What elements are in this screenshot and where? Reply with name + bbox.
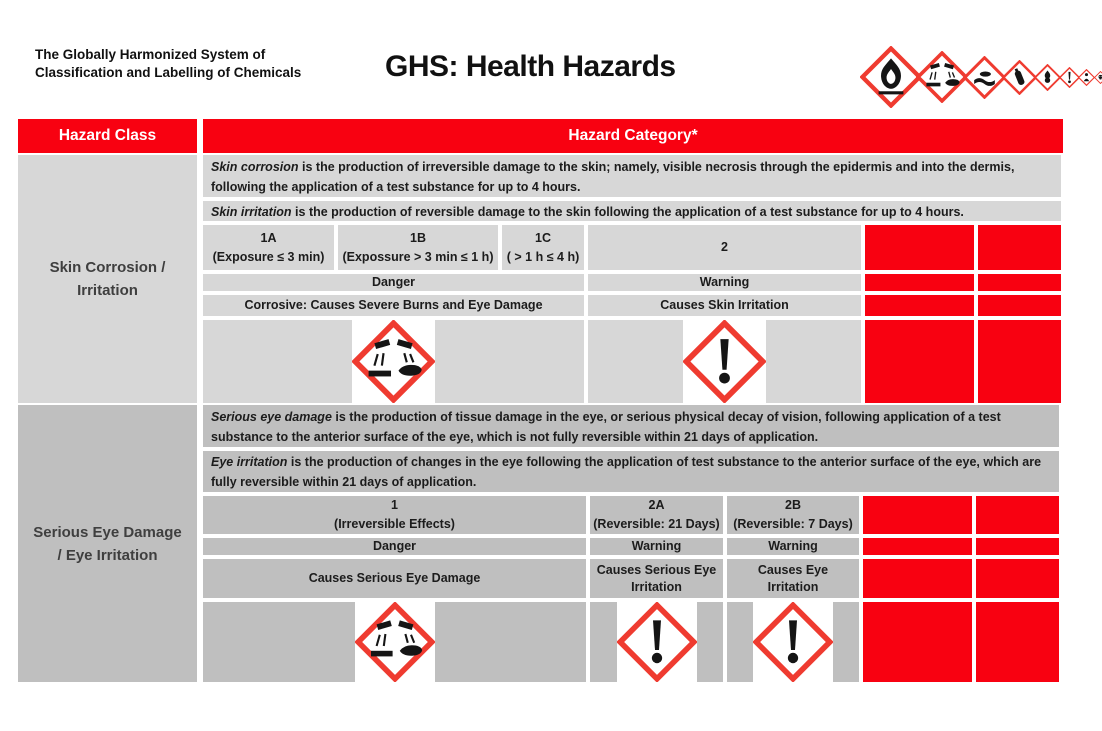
category-1B-cell (338, 225, 498, 270)
hazard-statement-corrosive: Corrosive: Causes Severe Burns and Eye Damage (203, 295, 584, 316)
definition-term: Serious eye damage (211, 409, 332, 424)
signal-word-danger: Danger (203, 538, 586, 555)
environment-icon (963, 56, 1006, 99)
definition-term: Skin irritation (211, 204, 292, 219)
section-eye-damage (18, 405, 1063, 682)
exclamation-mark-pictogram (617, 602, 697, 682)
category-qualifier: (Irreversible Effects) (334, 517, 455, 531)
red-pictogram-cell (863, 602, 972, 682)
category-code: 1 (391, 498, 398, 512)
red-category-cell (865, 225, 974, 270)
hazard-statement-irritation: Causes Skin Irritation (588, 295, 861, 316)
definition-term: Eye irritation (211, 455, 288, 469)
signal-word-warning: Warning (588, 274, 861, 291)
hazard-statement-serious-irritation: Causes Serious Eye Irritation (590, 559, 723, 598)
exclamation-pictogram-cell (588, 320, 861, 403)
red-statement-cell (976, 559, 1059, 598)
definition-skin-corrosion (203, 155, 1061, 197)
hazard-table (18, 119, 1063, 684)
table-header-row (18, 119, 1063, 153)
category-1C-cell (502, 225, 584, 270)
section-skin-corrosion (18, 155, 1063, 403)
category-2B-cell (727, 496, 859, 534)
signal-word-warning: Warning (590, 538, 723, 555)
red-signal-cell (865, 274, 974, 291)
hazard-statement-eye-irritation: Causes Eye Irritation (727, 559, 859, 598)
category-2A-cell (590, 496, 723, 534)
corrosion-pictogram (355, 602, 435, 682)
poster-subtitle (35, 46, 301, 82)
definition-serious-eye-damage (203, 405, 1059, 447)
hazard-class-header: Hazard Class (18, 119, 197, 153)
category-qualifier: (Reversible: 7 Days) (733, 517, 853, 531)
red-category-cell (978, 225, 1061, 270)
oxidizer-icon (1034, 64, 1061, 91)
category-qualifier: (Exposure ≤ 3 min) (212, 249, 325, 264)
category-code: 2B (785, 498, 801, 512)
hazard-statement-serious-damage: Causes Serious Eye Damage (203, 559, 586, 598)
exclamation-mark-pictogram (753, 602, 833, 682)
red-signal-cell (863, 538, 972, 555)
subtitle-line1: The Globally Harmonized System of (35, 47, 266, 62)
health-hazard-icon (1078, 69, 1095, 86)
signal-word-warning: Warning (727, 538, 859, 555)
exclamation-mark-icon (1059, 67, 1080, 88)
page-title: GHS: Health Hazards (385, 50, 676, 83)
corrosion-pictogram-cell (203, 320, 584, 403)
category-code: 1A (260, 230, 277, 245)
definition-text: is the production of reversible damage to the skin following the application of a test substance for up to 4 hours. (291, 204, 964, 219)
red-signal-cell (976, 538, 1059, 555)
corrosion-icon (916, 51, 968, 103)
exclamation-pictogram-cell (590, 602, 723, 682)
skin-section-grid (203, 155, 1061, 403)
subtitle-line2: Classification and Labelling of Chemicals (35, 65, 302, 80)
red-pictogram-cell (978, 320, 1061, 403)
red-category-cell (976, 496, 1059, 534)
flame-icon (860, 46, 922, 108)
category-qualifier: (Expossure > 3 min ≤ 1 h) (342, 249, 494, 264)
red-statement-cell (978, 295, 1061, 316)
exclamation-pictogram-cell (727, 602, 859, 682)
definition-text: is the production of tissue damage in the eye, or serious physical decay of vision, following application of a test substance to the anterior surface of the eye, which is not fully reversible within 21 days of application. (211, 409, 1001, 444)
definition-term: Skin corrosion (211, 159, 299, 174)
red-category-cell (863, 496, 972, 534)
category-code: 2A (648, 498, 665, 512)
red-pictogram-cell (976, 602, 1059, 682)
category-2-cell (588, 225, 861, 270)
category-code: 1C (535, 230, 551, 245)
category-qualifier: ( > 1 h ≤ 4 h) (506, 249, 580, 264)
red-statement-cell (865, 295, 974, 316)
hazard-class-label: Skin Corrosion / Irritation (18, 155, 197, 403)
hazard-class-label: Serious Eye Damage / Eye Irritation (18, 405, 197, 682)
eye-section-grid (203, 405, 1059, 682)
category-1-cell (203, 496, 586, 534)
category-code: 1B (410, 230, 426, 245)
definition-eye-irritation (203, 451, 1059, 492)
red-statement-cell (863, 559, 972, 598)
ghs-pictogram-strip (860, 44, 1050, 110)
corrosion-pictogram (352, 320, 435, 403)
definition-skin-irritation (203, 201, 1061, 221)
category-qualifier: (Reversible: 21 Days) (593, 517, 720, 531)
gas-cylinder-icon (1002, 60, 1037, 95)
red-pictogram-cell (865, 320, 974, 403)
signal-word-danger: Danger (203, 274, 584, 291)
skull-crossbones-icon (1094, 71, 1102, 84)
definition-text: is the production of irreversible damage to the skin; namely, visible necrosis through the epidermis and into the dermis, following the application of a test substance for up to 4 hours. (211, 159, 1015, 194)
category-1A-cell (203, 225, 334, 270)
red-signal-cell (978, 274, 1061, 291)
exclamation-mark-pictogram (683, 320, 766, 403)
category-code: 2 (721, 240, 728, 254)
hazard-category-header: Hazard Category* (203, 119, 1063, 153)
corrosion-pictogram-cell (203, 602, 586, 682)
definition-text: is the production of changes in the eye following the application of test substance to the anterior surface of the eye, which are fully reversible within 21 days of application. (211, 455, 1042, 489)
